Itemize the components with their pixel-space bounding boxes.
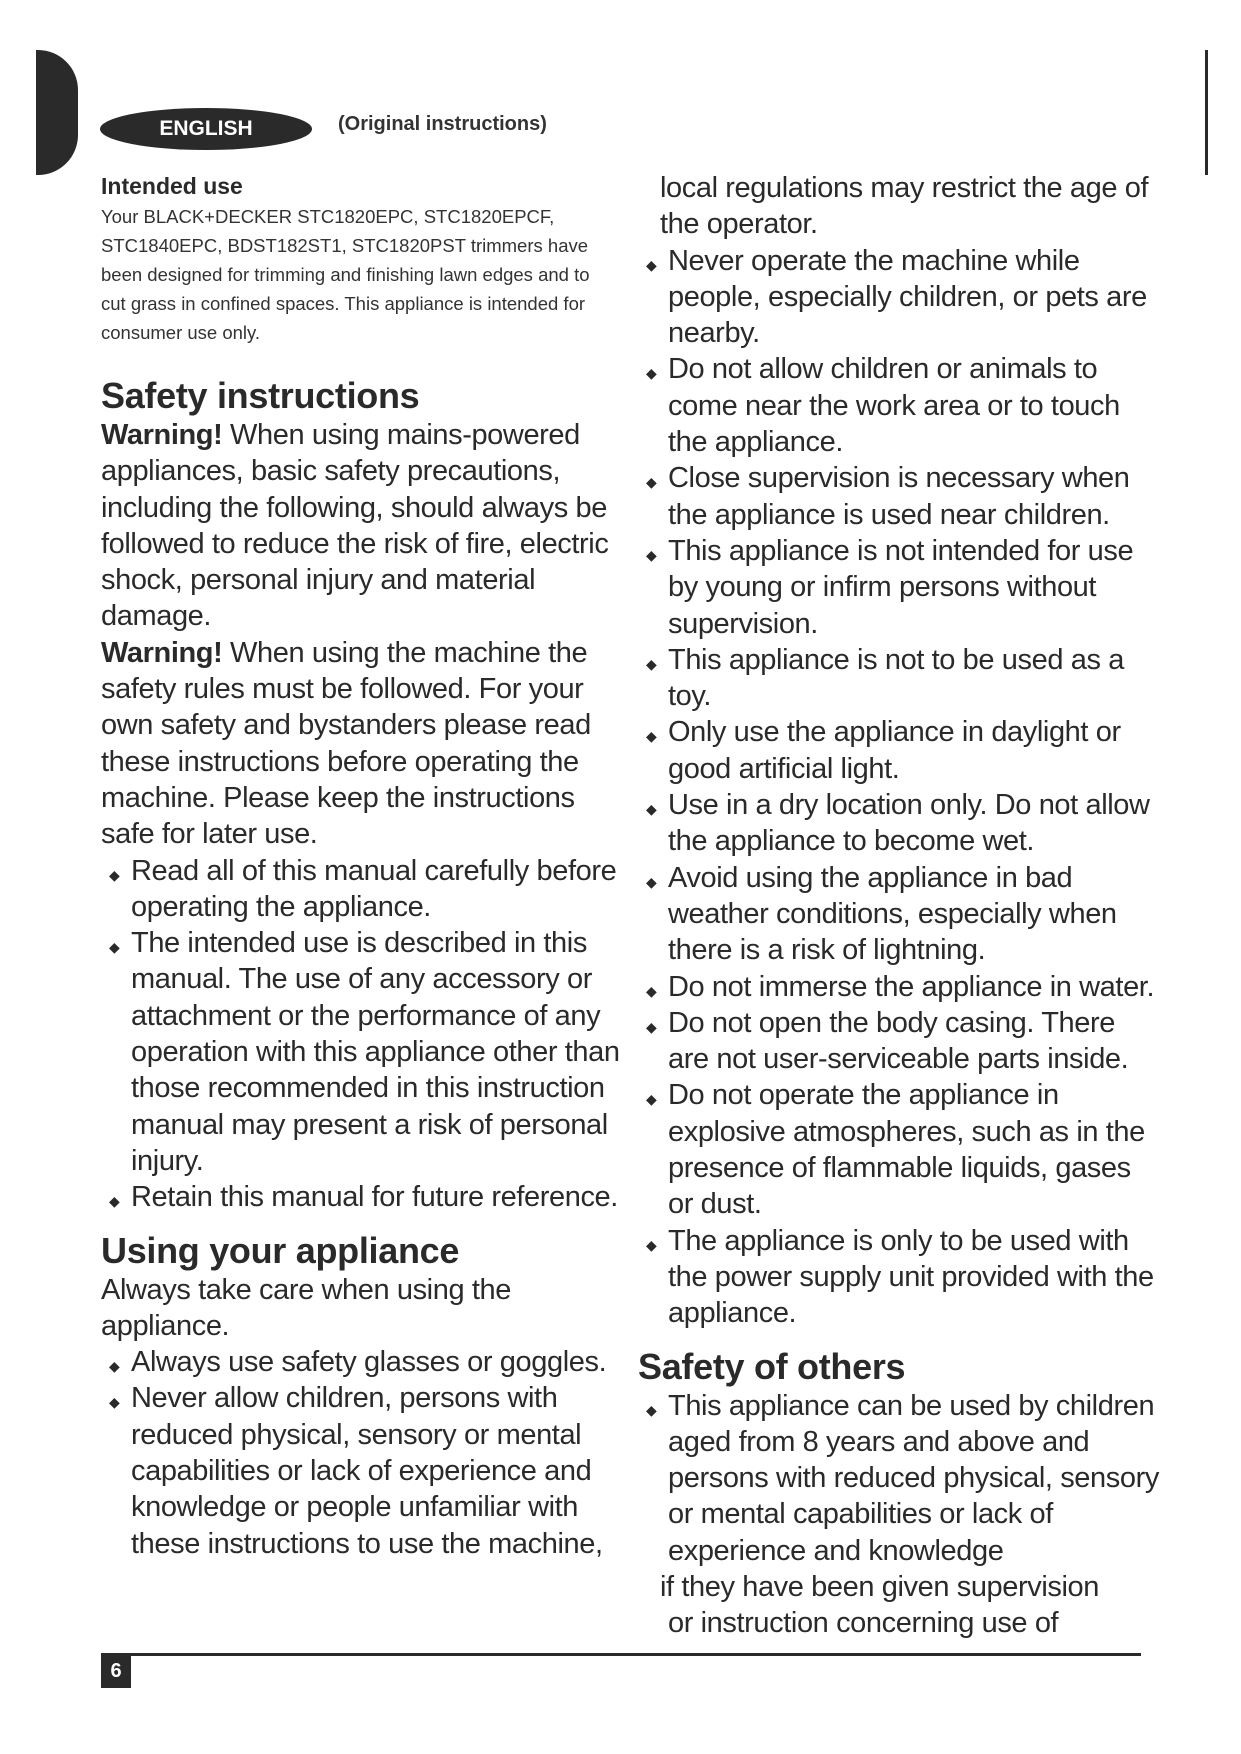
list-item-text: Do not operate the appliance in explosive atmospheres, such as in the presence of flammable liquids, gases or dust. [668,1079,1145,1221]
list-item [101,1179,621,1215]
diamond-bullet-icon: ◆ [646,655,657,672]
continued-text: local regulations may restrict the age of the operator. [660,172,1149,241]
list-item [101,1380,621,1561]
language-badge: ENGLISH [100,108,312,150]
chapter-tab-marker [36,50,78,175]
list-item [638,1388,1163,1569]
safety-instructions-heading: Safety instructions [101,375,420,416]
list-item-text: Read all of this manual carefully before operating the appliance. [131,854,617,923]
list-item-text: Close supervision is necessary when the appliance is used near children. [668,462,1130,531]
using-appliance-heading: Using your appliance [101,1229,460,1271]
list-item [638,351,1163,460]
list-item [638,969,1163,1005]
list-item-text: Only use the appliance in daylight or good artificial light. [668,716,1121,785]
others-tail-line: if they have been given supervision [660,1570,1100,1603]
list-item [638,533,1163,642]
list-item [638,1223,1163,1332]
diamond-bullet-icon: ◆ [109,1394,120,1411]
list-item [638,714,1163,787]
diamond-bullet-icon: ◆ [646,728,657,745]
safety-bullet-list [101,853,621,1216]
list-item [638,460,1163,533]
list-item-text: Retain this manual for future reference. [131,1181,618,1214]
list-item-text: Do not immerse the appliance in water. [668,970,1155,1003]
diamond-bullet-icon: ◆ [646,365,657,382]
warning-label: Warning! [101,419,223,451]
intended-use-text [101,202,621,347]
diamond-bullet-icon: ◆ [109,1358,120,1375]
diamond-bullet-icon: ◆ [646,1401,657,1418]
list-item-text: This appliance can be used by children aged from 8 years and above and persons with reduced physical, sensory or mental capabilities or lack of experience and knowledge [668,1389,1159,1567]
list-item-text: Use in a dry location only. Do not allow the appliance to become wet. [668,789,1150,858]
diamond-bullet-icon: ◆ [646,982,657,999]
diamond-bullet-icon: ◆ [646,1018,657,1035]
right-bullet-list [638,243,1163,1332]
diamond-bullet-icon: ◆ [646,801,657,818]
diamond-bullet-icon: ◆ [646,474,657,491]
list-item-text: Avoid using the appliance in bad weather conditions, especially when there is a risk of lightning. [668,861,1117,967]
list-item [101,853,621,926]
warning-paragraph-1 [101,417,621,635]
right-column [638,170,1163,1642]
intended-use-heading: Intended use [101,173,243,199]
diamond-bullet-icon: ◆ [109,866,120,883]
using-bullet-list [101,1344,621,1562]
diamond-bullet-icon: ◆ [646,1236,657,1253]
list-item [101,925,621,1179]
list-item [638,1005,1163,1078]
others-bullet-list [638,1388,1163,1569]
list-item-text: The appliance is only to be used with the power supply unit provided with the appliance. [668,1224,1154,1330]
footer-rule [101,1653,1141,1656]
list-item [638,787,1163,860]
list-item-text: Do not open the body casing. There are not user-serviceable parts inside. [668,1006,1129,1076]
diamond-bullet-icon: ◆ [646,873,657,890]
warning-paragraph-2 [101,635,621,853]
page-number: 6 [101,1654,131,1688]
list-item-text: The intended use is described in this manual. The use of any accessory or attachment or the performance of any operation with this appliance other than those recommended in this instruction manual may present a risk of personal injury. [131,927,620,1177]
diamond-bullet-icon: ◆ [646,546,657,563]
intended-use-line: Your BLACK+DECKER STC1820EPC, STC1820EPCF, [101,206,555,227]
intended-use-line: STC1840EPC, BDST182ST1, STC1820PST trimmers have [101,235,589,256]
list-item [638,860,1163,969]
intended-use-line: consumer use only. [101,322,261,343]
list-item [638,642,1163,715]
diamond-bullet-icon: ◆ [109,939,120,956]
warning-label: Warning! [101,636,223,669]
list-item-text: This appliance is not to be used as a toy. [668,643,1124,713]
diamond-bullet-icon: ◆ [646,256,657,273]
intended-use-line: cut grass in confined spaces. This appliance is intended for [101,293,586,314]
original-instructions-label: (Original instructions) [338,113,547,135]
list-item-text: This appliance is not intended for use by young or infirm persons without supervision. [668,534,1134,640]
right-margin-rule [1205,50,1208,175]
list-item-text: Never allow children, persons with reduced physical, sensory or mental capabilities or lack of experience and knowledge or people unfamiliar with these instructions to use the machine, [131,1382,603,1560]
diamond-bullet-icon: ◆ [109,1193,120,1210]
safety-of-others-heading: Safety of others [638,1345,906,1387]
others-tail-line: or instruction concerning use of [668,1607,1059,1640]
intended-use-line: been designed for trimming and finishing lawn edges and to [101,264,590,285]
left-column [101,170,621,1562]
list-item [638,1077,1163,1222]
warning-text: When using the machine the safety rules must be followed. For your own safety and bystanders please read these instructions before operating the machine. Please keep the instructions safe for later use. [101,636,591,851]
warning-text: When using mains-powered appliances, basic safety precautions, including the following, should always be followed to reduce the risk of fire, electric shock, personal injury and material damage. [101,419,609,633]
list-item [638,243,1163,352]
list-item-text: Never operate the machine while people, especially children, or pets are nearby. [668,244,1147,350]
list-item-text: Always use safety glasses or goggles. [131,1346,607,1379]
diamond-bullet-icon: ◆ [646,1091,657,1108]
list-item [101,1344,621,1380]
using-intro: Always take care when using the appliance. [101,1273,511,1342]
list-item-text: Do not allow children or animals to come near the work area or to touch the appliance. [668,353,1120,459]
